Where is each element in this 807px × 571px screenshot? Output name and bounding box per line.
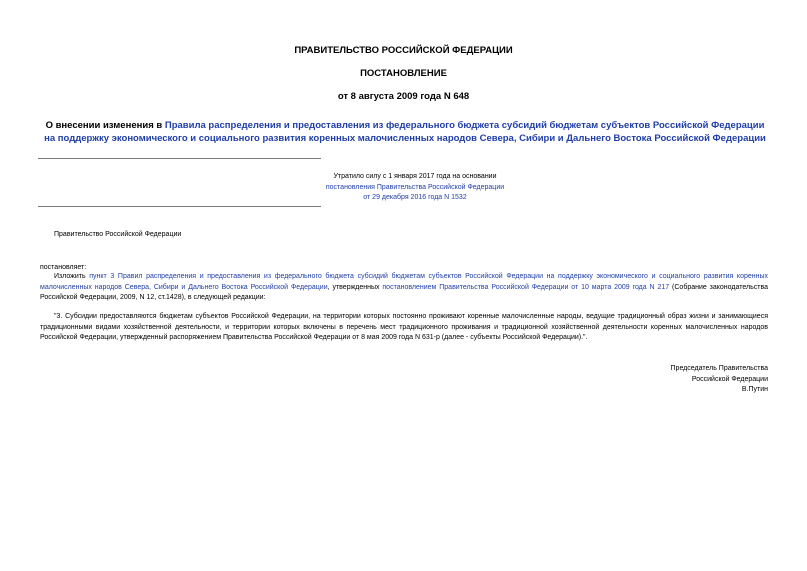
- main-text-2: , утвержденных: [327, 283, 383, 291]
- main-text-3: (Собрание законодательства Российской Федерации, 2009, N 12, ст.1428), в следующей редакции:: [40, 283, 768, 301]
- main-text-1: Изложить: [54, 273, 90, 280]
- decree-217-link[interactable]: постановлением Правительства Российской Федерации от 10 марта 2009 года N 217: [382, 283, 670, 291]
- divider-bottom: [38, 206, 321, 207]
- document-type-heading: ПОСТАНОВЛЕНИЕ: [360, 68, 447, 79]
- government-heading: ПРАВИТЕЛЬСТВО РОССИЙСКОЙ ФЕДЕРАЦИИ: [294, 45, 513, 56]
- document-date-number: от 8 августа 2009 года N 648: [337, 91, 470, 102]
- main-paragraph: [40, 272, 768, 304]
- divider-top: [38, 158, 321, 159]
- repeal-decree-link-line2[interactable]: от 29 декабря 2016 года N 1532: [363, 194, 467, 201]
- signature-title-line2: Российской Федерации: [691, 375, 768, 383]
- issuer-text: Правительство Российской Федерации: [54, 231, 182, 238]
- decrees-text: постановляет:: [40, 264, 87, 271]
- quote-paragraph: "3. Субсидии предоставляются бюджетам субъектов Российской Федерации, на территории которых постоянно проживают коренные малочисленные народы, ведущие традиционный образ жизни и занимающиеся традиционными видами хозяйственной деятельности, и территории которых включены в перечень мест традиционного проживания и традиционной хозяйственной деятельности коренных малочисленных народов Российской Федерации, утвержденный распоряжением Правительства Российской Федерации от 8 мая 2009 года N 631-р (далее - субъекты Российской Федерации).".: [40, 313, 768, 341]
- rules-item-link[interactable]: пункт 3 Правил распределения и предоставления из федерального бюджета субсидий бюджетам субъектов Российской Федерации на поддержку экономического и социального развития коренных малочисленных народов Севера, Сибири и Дальнего Востока Российской Федерации: [40, 273, 769, 291]
- rules-link[interactable]: Правила распределения и предоставления из федерального бюджета субсидий бюджетам субъектов Российской Федерации на поддержку экономического и социального развития коренных малочисленных народов Севера, Сибири и Дальнего Востока Российской Федерации: [44, 120, 766, 144]
- document-title: [40, 119, 770, 145]
- status-note: [300, 172, 530, 204]
- status-note-line1: Утратило силу с 1 января 2017 года на основании: [333, 173, 497, 180]
- title-prefix: О внесении изменения в: [45, 120, 165, 131]
- repeal-decree-link-line1[interactable]: постановления Правительства Российской Федерации: [325, 183, 505, 191]
- signature-name: В.Путин: [741, 386, 768, 393]
- signature-title-line1: Председатель Правительства: [670, 365, 768, 372]
- signature-block: [671, 364, 768, 396]
